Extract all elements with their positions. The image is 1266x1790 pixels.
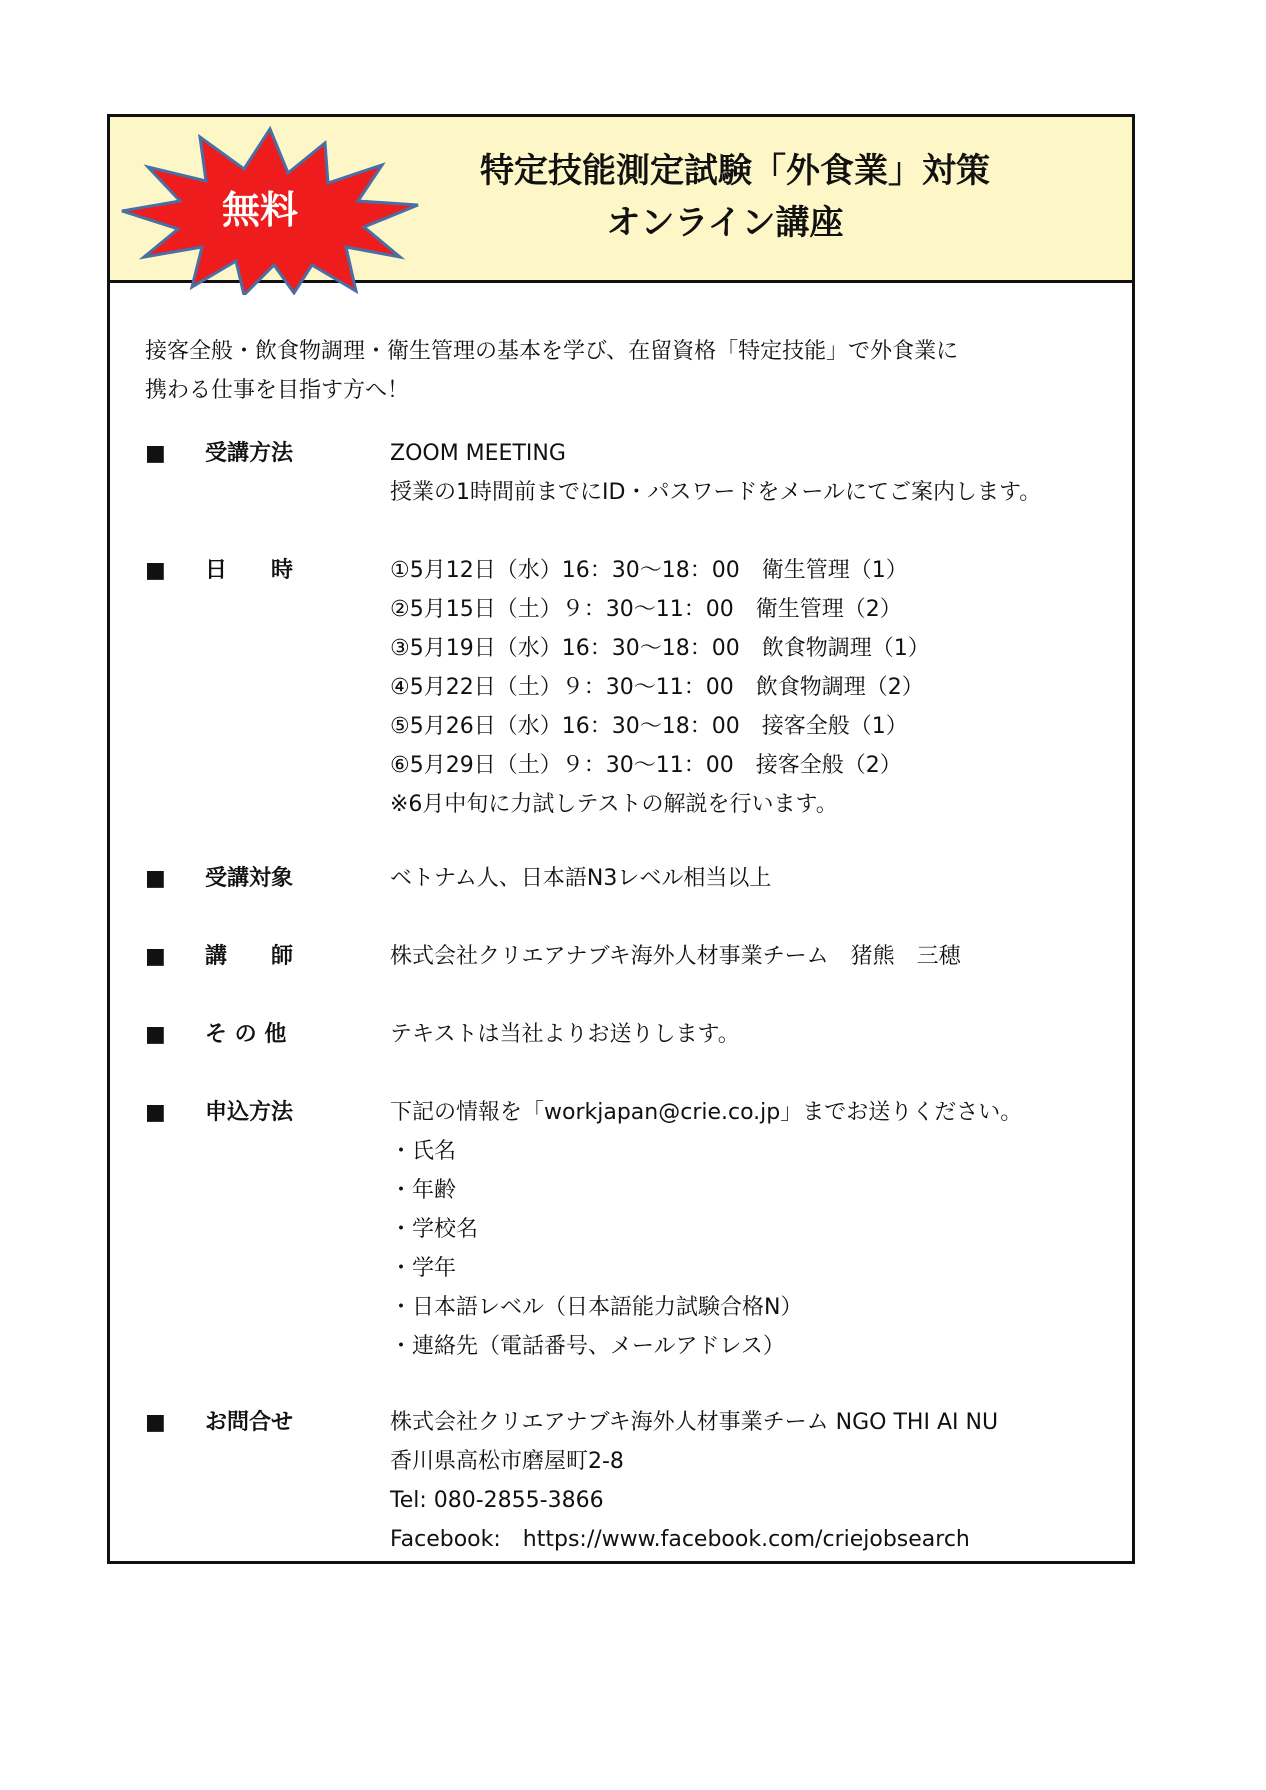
- content-line: 下記の情報を「workjapan@crie.co.jp」までお送りください。: [390, 1100, 1023, 1125]
- schedule-item: ⑤5月26日（水）16：30〜18：00 接客全般（1）: [390, 714, 908, 739]
- bullet-square: ■: [145, 944, 166, 969]
- section-label: 受講対象: [205, 866, 294, 891]
- bullet-square: ■: [145, 441, 166, 466]
- schedule-item: ②5月15日（土）９：30〜11：00 衛生管理（2）: [390, 597, 902, 622]
- intro-line: 接客全般・飲食物調理・衛生管理の基本を学び、在留資格「特定技能」で外食業に: [145, 339, 959, 364]
- section-label: そ の 他: [205, 1022, 287, 1047]
- section-content: [390, 859, 1110, 898]
- list-item: ・日本語レベル（日本語能力試験合格N）: [390, 1295, 803, 1320]
- schedule-item: ④5月22日（土）９：30〜11：00 飲食物調理（2）: [390, 675, 924, 700]
- schedule-note: ※6月中旬に力試しテストの解説を行います。: [390, 792, 838, 817]
- schedule-item: ①5月12日（水）16：30〜18：00 衛生管理（1）: [390, 558, 908, 583]
- section-content: [390, 937, 1110, 976]
- bullet-square: ■: [145, 1022, 166, 1047]
- facebook-link[interactable]: Facebook: https://www.facebook.com/criejobsearch: [390, 1527, 970, 1552]
- bullet-square: ■: [145, 558, 166, 583]
- page-title: 特定技能測定試験「外食業」対策: [480, 151, 990, 191]
- list-item: ・年齢: [390, 1178, 457, 1203]
- section-label: 受講方法: [205, 441, 294, 466]
- content-line: テキストは当社よりお送りします。: [390, 1022, 740, 1047]
- list-item: ・氏名: [390, 1139, 457, 1164]
- list-item: ・学年: [390, 1256, 457, 1281]
- free-badge-label: 無料: [221, 188, 298, 232]
- content-line: 株式会社クリエアナブキ海外人材事業チーム NGO THI AI NU: [390, 1410, 999, 1435]
- section-label: 講 師: [205, 944, 294, 969]
- content-line: ZOOM MEETING: [390, 441, 566, 466]
- schedule-item: ③5月19日（水）16：30〜18：00 飲食物調理（1）: [390, 636, 930, 661]
- section-content: [390, 1015, 1110, 1054]
- header-banner: [110, 117, 1132, 283]
- section-label: お問合せ: [205, 1410, 294, 1435]
- content-line: 株式会社クリエアナブキ海外人材事業チーム 猪熊 三穂: [390, 944, 961, 969]
- section-content: [390, 1093, 1110, 1366]
- schedule-item: ⑥5月29日（土）９：30〜11：00 接客全般（2）: [390, 753, 902, 778]
- content-line: 授業の1時間前までにID・パスワードをメールにてご案内します。: [390, 480, 1042, 505]
- phone-line: Tel: 080-2855-3866: [390, 1488, 604, 1513]
- list-item: ・学校名: [390, 1217, 479, 1242]
- section-label: 日 時: [205, 558, 294, 583]
- list-item: ・連絡先（電話番号、メールアドレス）: [390, 1334, 785, 1359]
- bullet-square: ■: [145, 866, 166, 891]
- bullet-square: ■: [145, 1100, 166, 1125]
- content-line: ベトナム人、日本語N3レベル相当以上: [390, 866, 772, 891]
- intro-text: [145, 332, 1045, 410]
- page-subtitle: オンライン講座: [606, 203, 844, 243]
- section-content: [390, 1403, 1110, 1559]
- section-content: [390, 551, 1110, 824]
- bullet-square: ■: [145, 1410, 166, 1435]
- section-content: [390, 434, 1110, 512]
- intro-line: 携わる仕事を目指す方へ！: [145, 378, 410, 403]
- address-line: 香川県高松市磨屋町2-8: [390, 1449, 624, 1474]
- section-label: 申込方法: [205, 1100, 294, 1125]
